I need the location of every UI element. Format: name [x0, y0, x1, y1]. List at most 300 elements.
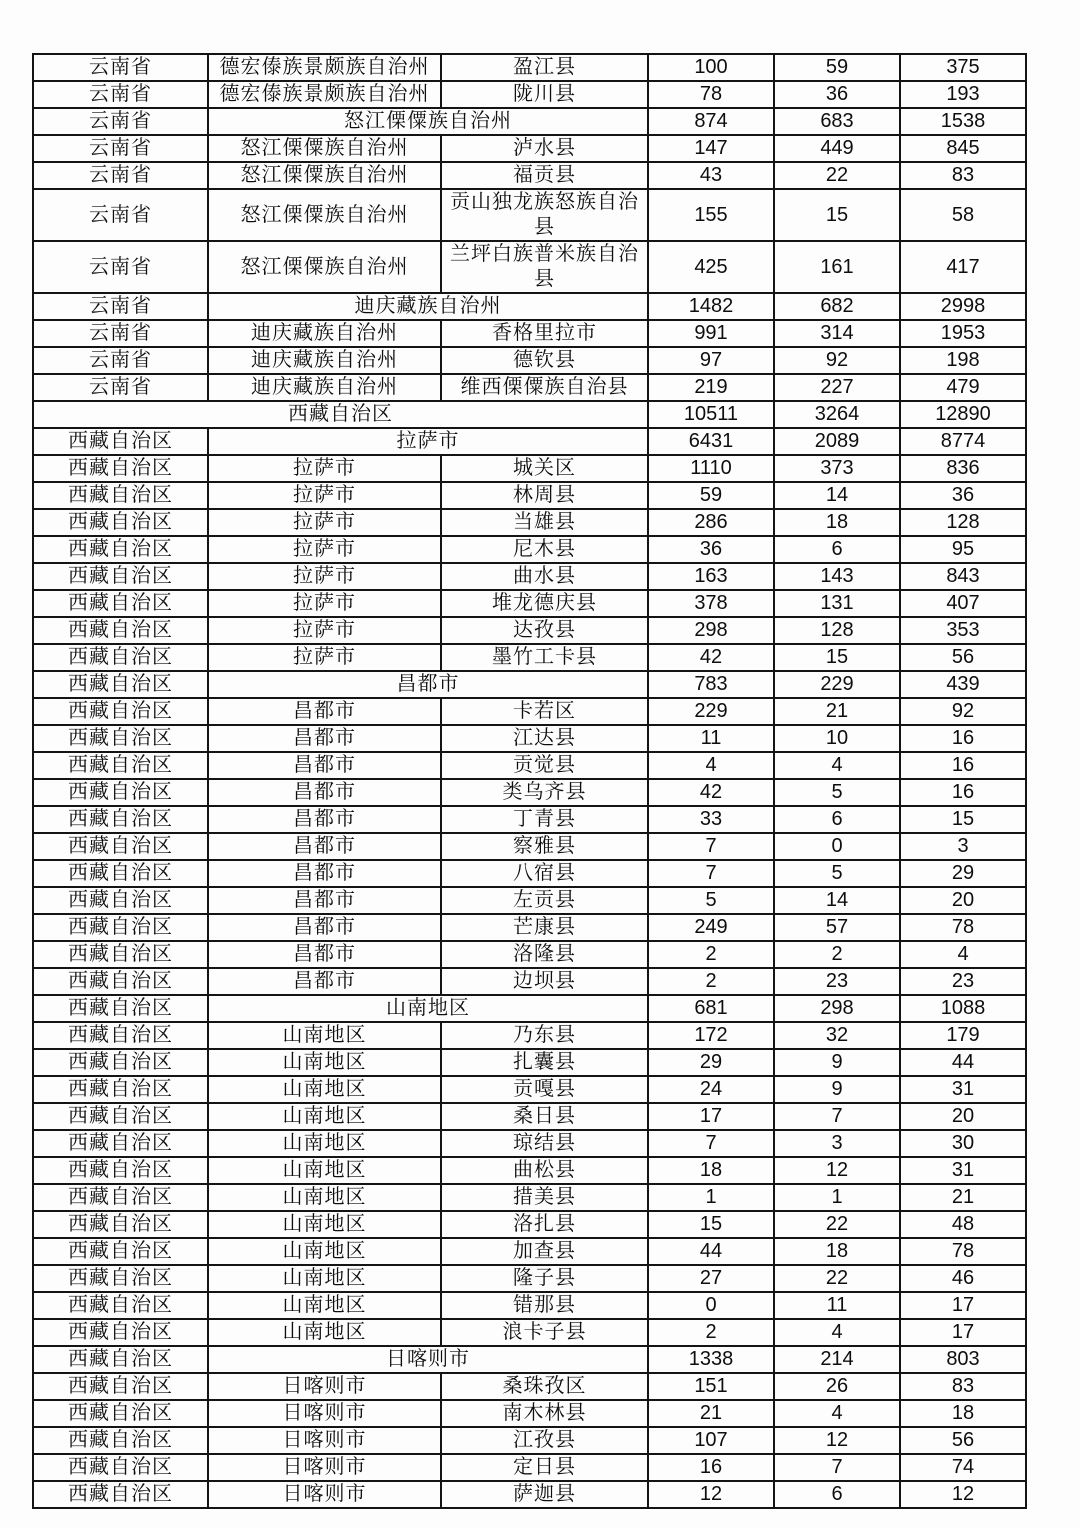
prefecture-total-cell: 山南地区 — [208, 995, 648, 1022]
county-cell: 泸水县 — [441, 135, 648, 162]
value-cell-1: 147 — [648, 135, 774, 162]
table-row — [33, 1481, 1026, 1508]
value-cell-3: 20 — [900, 887, 1026, 914]
value-cell-3: 375 — [900, 54, 1026, 81]
value-cell-2: 7 — [774, 1103, 900, 1130]
prefecture-cell: 怒江傈僳族自治州 — [208, 162, 441, 189]
value-cell-2: 36 — [774, 81, 900, 108]
value-cell-1: 1110 — [648, 455, 774, 482]
county-cell: 卡若区 — [441, 698, 648, 725]
value-cell-3: 2998 — [900, 293, 1026, 320]
value-cell-3: 407 — [900, 590, 1026, 617]
county-cell: 贡觉县 — [441, 752, 648, 779]
value-cell-2: 11 — [774, 1292, 900, 1319]
prefecture-cell: 山南地区 — [208, 1319, 441, 1346]
table-row — [33, 241, 1026, 293]
value-cell-3: 479 — [900, 374, 1026, 401]
value-cell-2: 15 — [774, 644, 900, 671]
province-cell: 西藏自治区 — [33, 428, 208, 455]
table-row — [33, 1319, 1026, 1346]
value-cell-1: 7 — [648, 833, 774, 860]
county-cell: 陇川县 — [441, 81, 648, 108]
value-cell-2: 6 — [774, 536, 900, 563]
value-cell-3: 56 — [900, 644, 1026, 671]
value-cell-1: 4 — [648, 752, 774, 779]
prefecture-cell: 德宏傣族景颇族自治州 — [208, 54, 441, 81]
prefecture-cell: 拉萨市 — [208, 617, 441, 644]
value-cell-3: 15 — [900, 806, 1026, 833]
value-cell-1: 78 — [648, 81, 774, 108]
value-cell-2: 4 — [774, 1319, 900, 1346]
province-cell: 西藏自治区 — [33, 806, 208, 833]
prefecture-cell: 日喀则市 — [208, 1481, 441, 1508]
value-cell-2: 2 — [774, 941, 900, 968]
value-cell-1: 219 — [648, 374, 774, 401]
value-cell-1: 991 — [648, 320, 774, 347]
value-cell-3: 18 — [900, 1400, 1026, 1427]
table-row — [33, 1400, 1026, 1427]
value-cell-3: 16 — [900, 725, 1026, 752]
value-cell-1: 1482 — [648, 293, 774, 320]
value-cell-2: 1 — [774, 1184, 900, 1211]
value-cell-2: 3 — [774, 1130, 900, 1157]
prefecture-cell: 山南地区 — [208, 1211, 441, 1238]
value-cell-2: 229 — [774, 671, 900, 698]
value-cell-3: 20 — [900, 1103, 1026, 1130]
county-cell: 堆龙德庆县 — [441, 590, 648, 617]
province-cell: 云南省 — [33, 135, 208, 162]
county-cell: 香格里拉市 — [441, 320, 648, 347]
value-cell-1: 29 — [648, 1049, 774, 1076]
value-cell-3: 843 — [900, 563, 1026, 590]
county-cell: 曲水县 — [441, 563, 648, 590]
value-cell-2: 21 — [774, 698, 900, 725]
province-cell: 西藏自治区 — [33, 536, 208, 563]
table-row — [33, 617, 1026, 644]
value-cell-2: 373 — [774, 455, 900, 482]
value-cell-2: 18 — [774, 1238, 900, 1265]
prefecture-cell: 昌都市 — [208, 968, 441, 995]
value-cell-3: 1088 — [900, 995, 1026, 1022]
table-row — [33, 1238, 1026, 1265]
value-cell-3: 29 — [900, 860, 1026, 887]
value-cell-3: 439 — [900, 671, 1026, 698]
value-cell-1: 155 — [648, 189, 774, 241]
value-cell-3: 74 — [900, 1454, 1026, 1481]
value-cell-2: 5 — [774, 860, 900, 887]
value-cell-1: 249 — [648, 914, 774, 941]
value-cell-3: 83 — [900, 162, 1026, 189]
table-row — [33, 1454, 1026, 1481]
value-cell-2: 10 — [774, 725, 900, 752]
value-cell-2: 22 — [774, 1265, 900, 1292]
prefecture-cell: 日喀则市 — [208, 1373, 441, 1400]
table-row — [33, 162, 1026, 189]
value-cell-2: 22 — [774, 1211, 900, 1238]
table-row — [33, 914, 1026, 941]
province-cell: 云南省 — [33, 81, 208, 108]
province-cell: 云南省 — [33, 108, 208, 135]
prefecture-cell: 山南地区 — [208, 1292, 441, 1319]
province-cell: 西藏自治区 — [33, 995, 208, 1022]
province-cell: 西藏自治区 — [33, 617, 208, 644]
value-cell-2: 298 — [774, 995, 900, 1022]
county-cell: 贡山独龙族怒族自治县 — [441, 189, 648, 241]
province-cell: 西藏自治区 — [33, 914, 208, 941]
table-row — [33, 1292, 1026, 1319]
prefecture-total-cell: 迪庆藏族自治州 — [208, 293, 648, 320]
value-cell-3: 83 — [900, 1373, 1026, 1400]
province-cell: 西藏自治区 — [33, 1022, 208, 1049]
county-cell: 萨迦县 — [441, 1481, 648, 1508]
value-cell-3: 78 — [900, 1238, 1026, 1265]
prefecture-cell: 山南地区 — [208, 1184, 441, 1211]
value-cell-3: 31 — [900, 1076, 1026, 1103]
county-cell: 维西傈僳族自治县 — [441, 374, 648, 401]
value-cell-2: 143 — [774, 563, 900, 590]
county-cell: 达孜县 — [441, 617, 648, 644]
province-cell: 西藏自治区 — [33, 941, 208, 968]
value-cell-2: 682 — [774, 293, 900, 320]
province-cell: 西藏自治区 — [33, 725, 208, 752]
province-cell: 云南省 — [33, 347, 208, 374]
value-cell-1: 97 — [648, 347, 774, 374]
prefecture-cell: 昌都市 — [208, 914, 441, 941]
table-row — [33, 108, 1026, 135]
prefecture-cell: 山南地区 — [208, 1103, 441, 1130]
value-cell-1: 12 — [648, 1481, 774, 1508]
table-row — [33, 1184, 1026, 1211]
value-cell-1: 15 — [648, 1211, 774, 1238]
value-cell-2: 227 — [774, 374, 900, 401]
table-row — [33, 455, 1026, 482]
prefecture-cell: 德宏傣族景颇族自治州 — [208, 81, 441, 108]
prefecture-cell: 昌都市 — [208, 698, 441, 725]
value-cell-1: 27 — [648, 1265, 774, 1292]
value-cell-2: 26 — [774, 1373, 900, 1400]
value-cell-3: 12 — [900, 1481, 1026, 1508]
county-cell: 八宿县 — [441, 860, 648, 887]
county-cell: 措美县 — [441, 1184, 648, 1211]
table-row — [33, 1373, 1026, 1400]
prefecture-cell: 日喀则市 — [208, 1400, 441, 1427]
value-cell-1: 42 — [648, 779, 774, 806]
value-cell-2: 2089 — [774, 428, 900, 455]
table-row — [33, 293, 1026, 320]
table-row — [33, 135, 1026, 162]
value-cell-2: 5 — [774, 779, 900, 806]
prefecture-cell: 昌都市 — [208, 752, 441, 779]
value-cell-1: 286 — [648, 509, 774, 536]
value-cell-1: 783 — [648, 671, 774, 698]
province-cell: 西藏自治区 — [33, 671, 208, 698]
county-cell: 桑日县 — [441, 1103, 648, 1130]
prefecture-cell: 昌都市 — [208, 860, 441, 887]
value-cell-3: 3 — [900, 833, 1026, 860]
province-cell: 西藏自治区 — [33, 590, 208, 617]
county-cell: 左贡县 — [441, 887, 648, 914]
province-cell: 西藏自治区 — [33, 1346, 208, 1373]
province-cell: 云南省 — [33, 54, 208, 81]
table-row — [33, 1103, 1026, 1130]
value-cell-1: 44 — [648, 1238, 774, 1265]
county-cell: 琼结县 — [441, 1130, 648, 1157]
value-cell-2: 0 — [774, 833, 900, 860]
value-cell-1: 17 — [648, 1103, 774, 1130]
table-row — [33, 752, 1026, 779]
prefecture-cell: 昌都市 — [208, 887, 441, 914]
county-cell: 洛隆县 — [441, 941, 648, 968]
table-row — [33, 509, 1026, 536]
value-cell-2: 12 — [774, 1427, 900, 1454]
province-cell: 西藏自治区 — [33, 1211, 208, 1238]
province-cell: 西藏自治区 — [33, 1265, 208, 1292]
value-cell-3: 1538 — [900, 108, 1026, 135]
value-cell-2: 9 — [774, 1076, 900, 1103]
table-row — [33, 54, 1026, 81]
prefecture-cell: 日喀则市 — [208, 1427, 441, 1454]
value-cell-1: 378 — [648, 590, 774, 617]
county-cell: 江达县 — [441, 725, 648, 752]
table-row — [33, 671, 1026, 698]
province-cell: 西藏自治区 — [33, 644, 208, 671]
province-total-cell: 西藏自治区 — [33, 401, 648, 428]
province-cell: 西藏自治区 — [33, 1400, 208, 1427]
county-cell: 加查县 — [441, 1238, 648, 1265]
province-cell: 西藏自治区 — [33, 833, 208, 860]
value-cell-2: 57 — [774, 914, 900, 941]
value-cell-1: 100 — [648, 54, 774, 81]
value-cell-2: 128 — [774, 617, 900, 644]
value-cell-3: 193 — [900, 81, 1026, 108]
value-cell-1: 24 — [648, 1076, 774, 1103]
value-cell-3: 128 — [900, 509, 1026, 536]
province-cell: 云南省 — [33, 162, 208, 189]
value-cell-1: 2 — [648, 968, 774, 995]
province-cell: 西藏自治区 — [33, 1319, 208, 1346]
county-cell: 浪卡子县 — [441, 1319, 648, 1346]
province-cell: 西藏自治区 — [33, 563, 208, 590]
table-row — [33, 401, 1026, 428]
value-cell-3: 31 — [900, 1157, 1026, 1184]
table-row — [33, 1346, 1026, 1373]
county-cell: 林周县 — [441, 482, 648, 509]
prefecture-cell: 拉萨市 — [208, 455, 441, 482]
table-row — [33, 1049, 1026, 1076]
value-cell-2: 9 — [774, 1049, 900, 1076]
county-cell: 隆子县 — [441, 1265, 648, 1292]
prefecture-cell: 昌都市 — [208, 725, 441, 752]
value-cell-2: 32 — [774, 1022, 900, 1049]
table-row — [33, 860, 1026, 887]
prefecture-total-cell: 日喀则市 — [208, 1346, 648, 1373]
prefecture-total-cell: 怒江傈僳族自治州 — [208, 108, 648, 135]
prefecture-cell: 昌都市 — [208, 833, 441, 860]
county-cell: 错那县 — [441, 1292, 648, 1319]
value-cell-3: 46 — [900, 1265, 1026, 1292]
province-cell: 云南省 — [33, 320, 208, 347]
prefecture-cell: 昌都市 — [208, 941, 441, 968]
province-cell: 西藏自治区 — [33, 779, 208, 806]
province-cell: 西藏自治区 — [33, 1184, 208, 1211]
value-cell-1: 2 — [648, 1319, 774, 1346]
value-cell-2: 6 — [774, 806, 900, 833]
value-cell-1: 0 — [648, 1292, 774, 1319]
table-row — [33, 347, 1026, 374]
value-cell-3: 803 — [900, 1346, 1026, 1373]
county-cell: 福贡县 — [441, 162, 648, 189]
table-row — [33, 428, 1026, 455]
province-cell: 西藏自治区 — [33, 1076, 208, 1103]
prefecture-cell: 迪庆藏族自治州 — [208, 320, 441, 347]
table-row — [33, 81, 1026, 108]
value-cell-2: 131 — [774, 590, 900, 617]
county-cell: 桑珠孜区 — [441, 1373, 648, 1400]
value-cell-2: 3264 — [774, 401, 900, 428]
table-body — [33, 54, 1026, 1508]
value-cell-2: 12 — [774, 1157, 900, 1184]
value-cell-1: 2 — [648, 941, 774, 968]
table-row — [33, 968, 1026, 995]
value-cell-1: 6431 — [648, 428, 774, 455]
value-cell-3: 48 — [900, 1211, 1026, 1238]
value-cell-2: 4 — [774, 752, 900, 779]
county-cell: 墨竹工卡县 — [441, 644, 648, 671]
value-cell-3: 1953 — [900, 320, 1026, 347]
value-cell-2: 18 — [774, 509, 900, 536]
value-cell-3: 845 — [900, 135, 1026, 162]
value-cell-3: 198 — [900, 347, 1026, 374]
county-cell: 德钦县 — [441, 347, 648, 374]
value-cell-3: 16 — [900, 779, 1026, 806]
value-cell-3: 17 — [900, 1319, 1026, 1346]
value-cell-3: 8774 — [900, 428, 1026, 455]
table-row — [33, 374, 1026, 401]
province-cell: 云南省 — [33, 293, 208, 320]
county-cell: 南木林县 — [441, 1400, 648, 1427]
table-row — [33, 189, 1026, 241]
value-cell-2: 14 — [774, 887, 900, 914]
prefecture-cell: 山南地区 — [208, 1049, 441, 1076]
statistics-table — [32, 53, 1027, 1509]
table-row — [33, 1022, 1026, 1049]
table-row — [33, 563, 1026, 590]
table-row — [33, 833, 1026, 860]
value-cell-2: 22 — [774, 162, 900, 189]
value-cell-1: 7 — [648, 860, 774, 887]
value-cell-2: 7 — [774, 1454, 900, 1481]
prefecture-cell: 昌都市 — [208, 806, 441, 833]
value-cell-3: 179 — [900, 1022, 1026, 1049]
table-row — [33, 698, 1026, 725]
value-cell-2: 6 — [774, 1481, 900, 1508]
prefecture-cell: 怒江傈僳族自治州 — [208, 189, 441, 241]
value-cell-2: 15 — [774, 189, 900, 241]
value-cell-3: 353 — [900, 617, 1026, 644]
value-cell-3: 56 — [900, 1427, 1026, 1454]
value-cell-1: 151 — [648, 1373, 774, 1400]
value-cell-2: 161 — [774, 241, 900, 293]
province-cell: 西藏自治区 — [33, 509, 208, 536]
county-cell: 扎囊县 — [441, 1049, 648, 1076]
county-cell: 盈江县 — [441, 54, 648, 81]
table-row — [33, 941, 1026, 968]
value-cell-1: 681 — [648, 995, 774, 1022]
province-cell: 西藏自治区 — [33, 1238, 208, 1265]
province-cell: 西藏自治区 — [33, 1454, 208, 1481]
county-cell: 类乌齐县 — [441, 779, 648, 806]
table-row — [33, 536, 1026, 563]
prefecture-cell: 山南地区 — [208, 1238, 441, 1265]
value-cell-2: 14 — [774, 482, 900, 509]
value-cell-1: 59 — [648, 482, 774, 509]
county-cell: 曲松县 — [441, 1157, 648, 1184]
value-cell-1: 42 — [648, 644, 774, 671]
county-cell: 察雅县 — [441, 833, 648, 860]
table-row — [33, 887, 1026, 914]
value-cell-1: 11 — [648, 725, 774, 752]
province-cell: 西藏自治区 — [33, 860, 208, 887]
county-cell: 尼木县 — [441, 536, 648, 563]
value-cell-3: 30 — [900, 1130, 1026, 1157]
table-row — [33, 1157, 1026, 1184]
value-cell-1: 172 — [648, 1022, 774, 1049]
value-cell-3: 417 — [900, 241, 1026, 293]
prefecture-cell: 迪庆藏族自治州 — [208, 374, 441, 401]
value-cell-1: 1 — [648, 1184, 774, 1211]
county-cell: 江孜县 — [441, 1427, 648, 1454]
county-cell: 边坝县 — [441, 968, 648, 995]
table-row — [33, 779, 1026, 806]
county-cell: 乃东县 — [441, 1022, 648, 1049]
county-cell: 贡嘎县 — [441, 1076, 648, 1103]
value-cell-3: 12890 — [900, 401, 1026, 428]
value-cell-2: 92 — [774, 347, 900, 374]
prefecture-cell: 山南地区 — [208, 1130, 441, 1157]
prefecture-cell: 拉萨市 — [208, 644, 441, 671]
value-cell-3: 21 — [900, 1184, 1026, 1211]
province-cell: 西藏自治区 — [33, 1130, 208, 1157]
province-cell: 云南省 — [33, 189, 208, 241]
value-cell-1: 18 — [648, 1157, 774, 1184]
province-cell: 西藏自治区 — [33, 1292, 208, 1319]
county-cell: 芒康县 — [441, 914, 648, 941]
value-cell-1: 298 — [648, 617, 774, 644]
value-cell-3: 17 — [900, 1292, 1026, 1319]
province-cell: 西藏自治区 — [33, 1157, 208, 1184]
province-cell: 西藏自治区 — [33, 482, 208, 509]
province-cell: 西藏自治区 — [33, 1373, 208, 1400]
prefecture-cell: 山南地区 — [208, 1157, 441, 1184]
prefecture-cell: 昌都市 — [208, 779, 441, 806]
prefecture-cell: 拉萨市 — [208, 536, 441, 563]
value-cell-2: 449 — [774, 135, 900, 162]
value-cell-1: 21 — [648, 1400, 774, 1427]
value-cell-2: 4 — [774, 1400, 900, 1427]
prefecture-cell: 怒江傈僳族自治州 — [208, 241, 441, 293]
value-cell-1: 10511 — [648, 401, 774, 428]
value-cell-1: 874 — [648, 108, 774, 135]
prefecture-cell: 日喀则市 — [208, 1454, 441, 1481]
value-cell-3: 92 — [900, 698, 1026, 725]
value-cell-1: 425 — [648, 241, 774, 293]
table-row — [33, 320, 1026, 347]
province-cell: 西藏自治区 — [33, 887, 208, 914]
value-cell-3: 36 — [900, 482, 1026, 509]
province-cell: 西藏自治区 — [33, 698, 208, 725]
value-cell-2: 59 — [774, 54, 900, 81]
value-cell-3: 23 — [900, 968, 1026, 995]
